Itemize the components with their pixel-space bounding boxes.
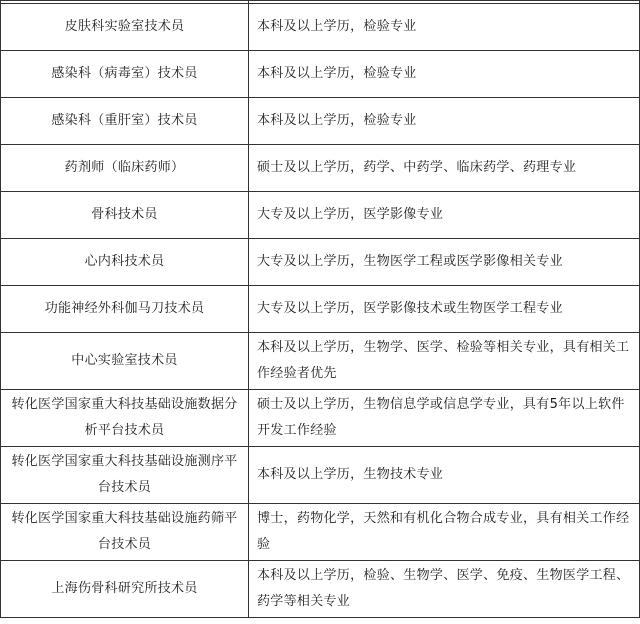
table-row <box>1 98 640 145</box>
position-cell: 转化医学国家重大科技基础设施测序平台技术员 <box>1 447 249 504</box>
table-row <box>1 51 640 98</box>
position-cell: 转化医学国家重大科技基础设施药筛平台技术员 <box>1 504 249 561</box>
position-cell: 药剂师（临床药师） <box>1 145 249 192</box>
table-row <box>1 4 640 51</box>
position-cell: 心内科技术员 <box>1 239 249 286</box>
table-row <box>1 447 640 504</box>
position-cell: 皮肤科实验室技术员 <box>1 4 249 51</box>
table-row <box>1 286 640 333</box>
table-row <box>1 239 640 286</box>
requirement-cell: 硕士及以上学历，药学、中药学、临床药学、药理专业 <box>249 145 640 192</box>
position-cell: 骨科技术员 <box>1 192 249 239</box>
table-row <box>1 390 640 447</box>
table-row <box>1 561 640 618</box>
requirement-cell: 本科及以上学历，检验专业 <box>249 51 640 98</box>
table-row <box>1 145 640 192</box>
table-row <box>1 333 640 390</box>
position-cell: 中心实验室技术员 <box>1 333 249 390</box>
requirement-cell: 本科及以上学历，生物技术专业 <box>249 447 640 504</box>
position-cell: 上海伤骨科研究所技术员 <box>1 561 249 618</box>
position-cell: 感染科（重肝室）技术员 <box>1 98 249 145</box>
requirement-cell: 本科及以上学历，检验、生物学、医学、免疫、生物医学工程、药学等相关专业 <box>249 561 640 618</box>
position-cell: 功能神经外科伽马刀技术员 <box>1 286 249 333</box>
table-row <box>1 192 640 239</box>
requirement-cell: 本科及以上学历，检验专业 <box>249 4 640 51</box>
requirement-cell: 大专及以上学历，医学影像专业 <box>249 192 640 239</box>
requirement-cell: 大专及以上学历，医学影像技术或生物医学工程专业 <box>249 286 640 333</box>
position-cell: 感染科（病毒室）技术员 <box>1 51 249 98</box>
requirement-cell: 本科及以上学历，生物学、医学、检验等相关专业，具有相关工作经验者优先 <box>249 333 640 390</box>
requirement-cell: 硕士及以上学历，生物信息学或信息学专业，具有5年以上软件开发工作经验 <box>249 390 640 447</box>
requirement-cell: 大专及以上学历，生物医学工程或医学影像相关专业 <box>249 239 640 286</box>
requirement-cell: 本科及以上学历，检验专业 <box>249 98 640 145</box>
position-cell: 转化医学国家重大科技基础设施数据分析平台技术员 <box>1 390 249 447</box>
requirement-cell: 博士，药物化学，天然和有机化合物合成专业，具有相关工作经验 <box>249 504 640 561</box>
table-row <box>1 504 640 561</box>
